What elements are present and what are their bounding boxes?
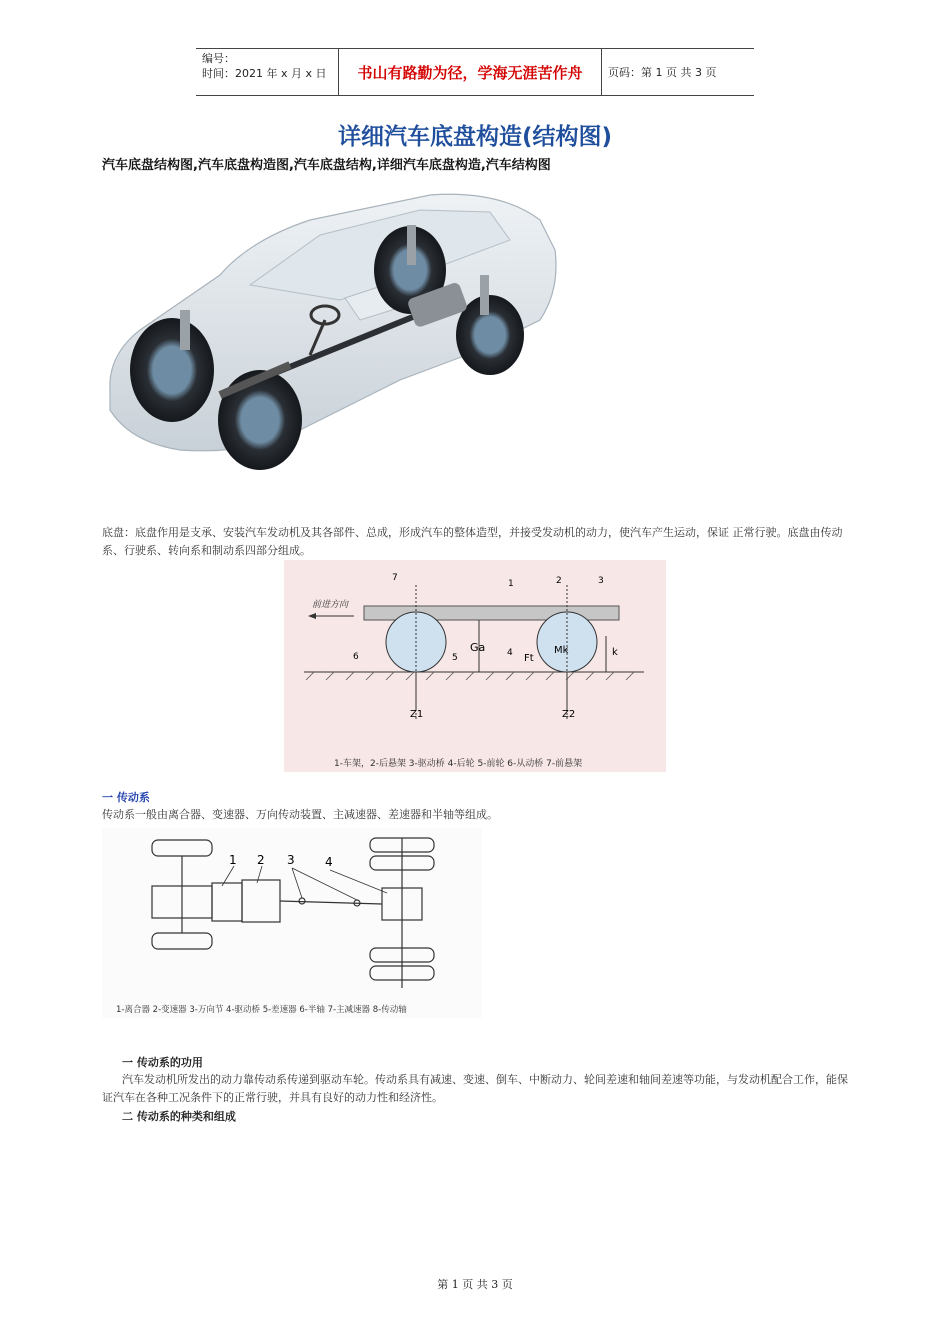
page-title: 详细汽车底盘构造(结构图)	[337, 124, 613, 150]
header-info-cell	[196, 49, 339, 95]
motto: 书山有路勤为径，学海无涯苦作舟	[339, 49, 602, 95]
function-paragraph: 汽车发动机所发出的动力靠传动系传递到驱动车轮。传动系具有减速、变速、倒车、中断动力、轮间差速和轴间差速等功能，与发动机配合工作，能保证汽车在各种工况条件下的正常行驶，并具有良好的动力性和经济性。	[102, 1073, 848, 1104]
page-subtitle: 汽车底盘结构图,汽车底盘构造图,汽车底盘结构,详细汽车底盘构造,汽车结构图	[102, 158, 551, 173]
direction-label: 前进方向	[312, 600, 349, 610]
label-4: 4	[507, 648, 513, 658]
time-label: 时间：2021 年 x 月 x 日	[202, 67, 327, 80]
label-3: 3	[598, 576, 604, 586]
fig3-label-4: 4	[325, 855, 333, 869]
z2-label: Z2	[562, 709, 576, 720]
mk-label: Mk	[554, 645, 569, 656]
label-5: 5	[452, 653, 458, 663]
label-2: 2	[556, 576, 562, 586]
label-7: 7	[392, 573, 398, 583]
fig3-label-3: 3	[287, 853, 295, 867]
drivetrain-layout-diagram	[102, 828, 482, 1018]
figure3-caption: 1-离合器 2-变速器 3-万向节 4-驱动桥 5-差速器 6-半轴 7-主减速器 8-传动轴	[116, 1005, 407, 1015]
page-label: 页码：第 1 页 共 3 页	[608, 66, 717, 79]
label-1: 1	[508, 579, 514, 589]
header-table	[196, 48, 754, 96]
z1-label: Z1	[410, 709, 424, 720]
chassis-force-diagram	[284, 560, 666, 772]
car-chassis-illustration	[100, 180, 570, 480]
ga-label: Ga	[470, 641, 486, 654]
drivetrain-paragraph: 传动系一般由离合器、变速器、万向传动装置、主减速器、差速器和半轴等组成。	[102, 808, 498, 821]
fig3-label-1: 1	[229, 853, 237, 867]
number-label: 编号：	[202, 52, 235, 65]
label-6: 6	[353, 652, 359, 662]
intro-paragraph: 底盘：底盘作用是支承、安装汽车发动机及其各部件、总成，形成汽车的整体造型，并接受发动机的动力，使汽车产生运动，保证 正常行驶。底盘由传动系、行驶系、转向系和制动系四部分组成。	[102, 526, 843, 557]
k-label: k	[612, 647, 618, 658]
figure2-caption: 1-车架，2-后悬架 3-驱动桥 4-后轮 5-前轮 6-从动桥 7-前悬架	[334, 759, 583, 769]
subheading-types: 二 传动系的种类和组成	[122, 1110, 236, 1123]
section-heading-drivetrain: 一 传动系	[102, 791, 150, 804]
subheading-function: 一 传动系的功用	[122, 1056, 203, 1069]
fig3-label-2: 2	[257, 853, 265, 867]
ft-label: Ft	[524, 653, 534, 664]
page-footer: 第 1 页 共 3 页	[437, 1278, 513, 1291]
